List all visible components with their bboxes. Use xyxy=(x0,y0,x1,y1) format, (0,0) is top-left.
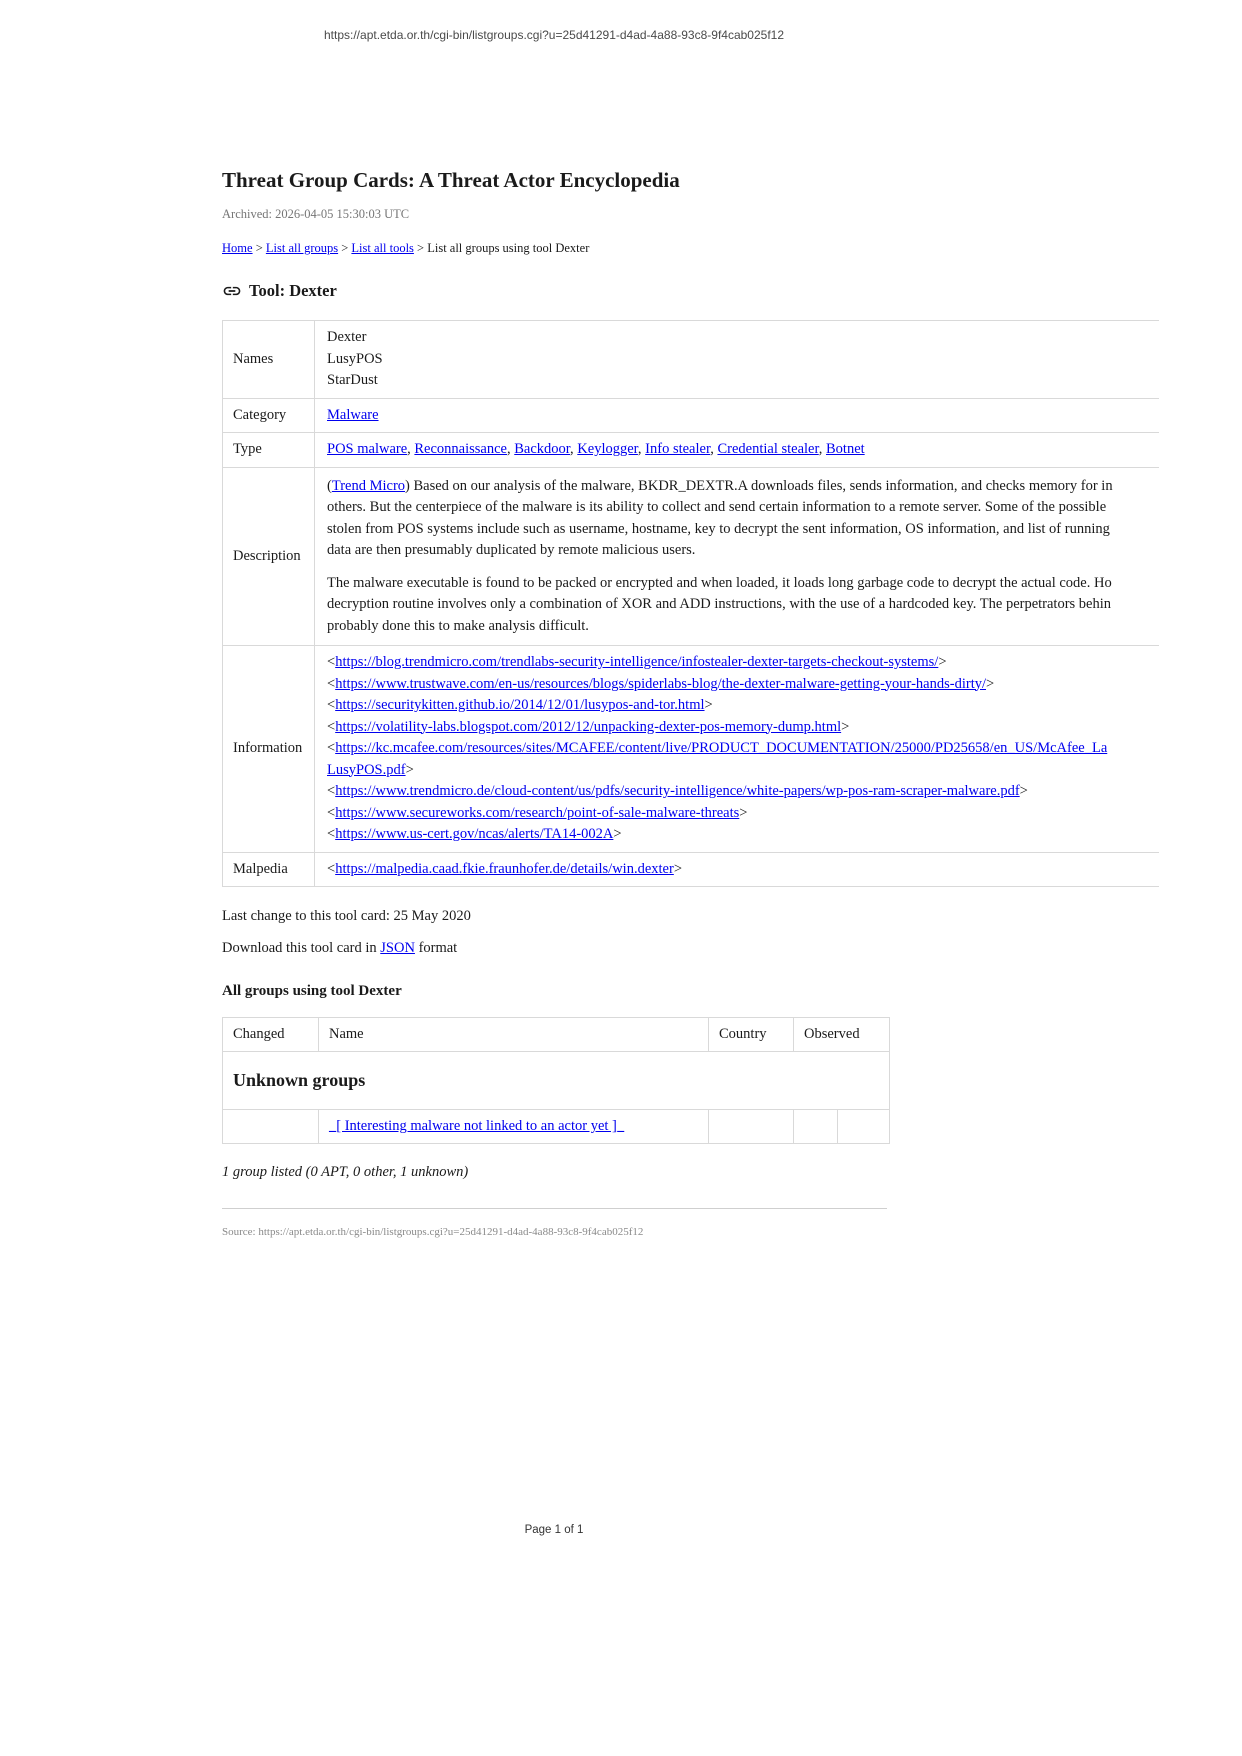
groups-header-row xyxy=(223,1018,890,1052)
text-fragment: > xyxy=(739,804,748,821)
text-line xyxy=(327,370,1159,392)
type-link[interactable]: Credential stealer xyxy=(717,441,819,457)
archived-timestamp: Archived: 2026-04-05 15:30:03 UTC xyxy=(222,207,410,221)
text-fragment: < xyxy=(327,654,336,670)
group-changed-cell xyxy=(223,1110,319,1144)
malpedia-link[interactable]: https://malpedia.caad.fkie.fraunhofer.de/details/win.dexter xyxy=(335,860,674,877)
type-link[interactable]: Keylogger xyxy=(577,441,638,457)
text-fragment: StarDust xyxy=(327,372,378,388)
json-download-link[interactable]: JSON xyxy=(380,940,415,956)
table-row xyxy=(223,467,1159,646)
source-line: Source: https://apt.etda.or.th/cgi-bin/listgroups.cgi?u=25d41291-d4ad-4a88-93c8-9f4cab025f12 xyxy=(222,1226,644,1238)
breadcrumb-link[interactable]: List all tools xyxy=(351,241,414,255)
text-line xyxy=(327,824,1159,846)
text-line xyxy=(327,519,1159,541)
names-value xyxy=(315,321,1159,399)
page-title: Threat Group Cards: A Threat Actor Encyclopedia xyxy=(222,168,680,192)
page-number: Page 1 of 1 xyxy=(524,1524,584,1536)
information-label: Information xyxy=(223,646,315,853)
table-row xyxy=(223,398,1159,433)
list-separator: , xyxy=(710,441,718,457)
breadcrumb-link[interactable]: Home xyxy=(222,241,253,255)
description-value xyxy=(315,467,1159,646)
group-name-link[interactable]: _[ Interesting malware not linked to an actor yet ]_ xyxy=(329,1118,625,1134)
information-link[interactable]: LusyPOS.pdf xyxy=(327,761,406,778)
information-link[interactable]: https://blog.trendmicro.com/trendlabs-security-intelligence/infostealer-dexter-targets-checkout-systems/ xyxy=(335,654,939,670)
text-line xyxy=(327,695,1159,717)
text-fragment: > xyxy=(938,654,947,670)
divider xyxy=(222,1208,887,1209)
text-fragment: < xyxy=(327,804,336,821)
text-fragment: > xyxy=(704,697,713,713)
text-fragment: < xyxy=(327,783,336,799)
text-line xyxy=(327,781,1159,803)
list-separator: , xyxy=(407,441,415,457)
text-line xyxy=(327,652,1159,674)
print-header-url: https://apt.etda.or.th/cgi-bin/listgroups.cgi?u=25d41291-d4ad-4a88-93c8-9f4cab025f12 xyxy=(324,28,784,42)
text-fragment: > xyxy=(841,718,850,735)
text-fragment: > xyxy=(613,826,622,842)
text-fragment: others. But the centerpiece of the malware is its ability to collect and send certain information to a remote server. Some of the possible xyxy=(327,499,1107,515)
text-fragment: decryption routine involves only a combination of XOR and ADD instructions, with the use of a hardcoded key. The perpetrators behin xyxy=(327,596,1112,612)
type-link[interactable]: Backdoor xyxy=(514,441,571,457)
group-name-cell xyxy=(319,1110,709,1144)
text-line xyxy=(327,594,1159,616)
text-fragment: ) Based on our analysis of the malware, BKDR_DEXTR.A downloads files, sends information, and checks memory for in xyxy=(405,477,1113,494)
text-fragment: The malware executable is found to be packed or encrypted and when loaded, it loads long garbage code to decrypt the actual code. Ho xyxy=(327,574,1112,591)
list-separator: , xyxy=(507,441,515,457)
breadcrumb-separator: > xyxy=(252,241,266,255)
breadcrumb xyxy=(222,241,1242,256)
column-header-name: Name xyxy=(319,1018,709,1052)
column-header-country: Country xyxy=(709,1018,794,1052)
text-fragment: < xyxy=(327,860,336,877)
type-label: Type xyxy=(223,433,315,468)
text-fragment: > xyxy=(986,675,995,692)
type-link[interactable]: Botnet xyxy=(826,441,865,457)
group-row xyxy=(223,1110,890,1144)
link-icon xyxy=(222,281,242,301)
groups-section-row xyxy=(223,1052,890,1110)
information-link[interactable]: https://www.secureworks.com/research/point-of-sale-malware-threats xyxy=(335,804,740,821)
malpedia-value xyxy=(315,852,1159,887)
information-link[interactable]: https://kc.mcafee.com/resources/sites/MCAFEE/content/live/PRODUCT_DOCUMENTATION/25000/PD25658/en_US/McAfee_La xyxy=(335,740,1108,756)
text-line xyxy=(327,738,1159,760)
breadcrumb-current: List all groups using tool Dexter xyxy=(427,241,590,255)
breadcrumb-separator: > xyxy=(338,241,352,255)
text-line xyxy=(327,573,1159,595)
source-reference-link[interactable]: Trend Micro xyxy=(331,477,406,494)
groups-summary: 1 group listed (0 APT, 0 other, 1 unknown) xyxy=(222,1164,469,1180)
type-link[interactable]: POS malware xyxy=(327,441,408,457)
text-line xyxy=(327,674,1159,696)
names-label: Names xyxy=(223,321,315,399)
list-separator: , xyxy=(570,441,578,457)
table-row xyxy=(223,433,1159,468)
tool-heading-label: Tool: Dexter xyxy=(249,281,337,300)
page-content xyxy=(222,168,1242,1238)
list-separator: , xyxy=(818,441,826,457)
tool-card-table xyxy=(222,320,1159,887)
group-observed-extra-cell xyxy=(838,1110,890,1144)
malpedia-label: Malpedia xyxy=(223,852,315,887)
text-line xyxy=(327,349,1159,371)
text-line xyxy=(327,803,1159,825)
text-line xyxy=(327,717,1159,739)
text-fragment: Dexter xyxy=(327,329,367,345)
text-fragment: > xyxy=(405,761,414,778)
list-separator: , xyxy=(637,441,646,457)
download-suffix: format xyxy=(414,940,458,956)
text-fragment: probably done this to make analysis difficult. xyxy=(327,617,589,634)
description-paragraph xyxy=(327,573,1159,638)
download-prefix: Download this tool card in xyxy=(222,940,381,956)
download-line xyxy=(222,940,1242,957)
groups-heading: All groups using tool Dexter xyxy=(222,983,402,999)
text-fragment: < xyxy=(327,675,336,692)
description-paragraph xyxy=(327,476,1159,562)
category-link[interactable]: Malware xyxy=(327,406,379,423)
information-value xyxy=(315,646,1159,853)
group-country-cell xyxy=(709,1110,794,1144)
information-link[interactable]: https://volatility-labs.blogspot.com/2012/12/unpacking-dexter-pos-memory-dump.html xyxy=(335,718,842,735)
text-fragment: < xyxy=(327,718,336,735)
group-observed-cell xyxy=(794,1110,838,1144)
information-link[interactable]: https://www.trustwave.com/en-us/resources/blogs/spiderlabs-blog/the-dexter-malware-getting-your-hands-dirty/ xyxy=(335,675,986,692)
category-label: Category xyxy=(223,398,315,433)
category-value xyxy=(315,398,1159,433)
text-line xyxy=(327,476,1159,498)
type-link[interactable]: Reconnaissance xyxy=(414,441,507,457)
groups-section-title: Unknown groups xyxy=(223,1052,890,1110)
text-fragment: > xyxy=(673,860,682,877)
text-fragment: > xyxy=(1019,783,1028,799)
text-line xyxy=(327,760,1159,782)
information-link[interactable]: https://securitykitten.github.io/2014/12/01/lusypos-and-tor.html xyxy=(335,697,705,713)
column-header-changed: Changed xyxy=(223,1018,319,1052)
information-link[interactable]: https://www.us-cert.gov/ncas/alerts/TA14-002A xyxy=(335,826,614,842)
column-header-observed: Observed xyxy=(794,1018,890,1052)
type-value xyxy=(315,433,1159,468)
text-fragment: data are then presumably duplicated by remote malicious users. xyxy=(327,542,696,558)
text-fragment: ( xyxy=(327,477,332,494)
text-line xyxy=(327,616,1159,638)
tool-heading xyxy=(222,281,1242,301)
table-row xyxy=(223,321,1159,399)
breadcrumb-separator: > xyxy=(413,241,428,255)
table-row xyxy=(223,646,1159,853)
text-fragment: < xyxy=(327,826,336,842)
text-line xyxy=(327,540,1159,562)
description-label: Description xyxy=(223,467,315,646)
text-fragment: < xyxy=(327,697,336,713)
text-line xyxy=(327,859,1159,881)
text-line xyxy=(327,327,1159,349)
text-fragment: stolen from POS systems include such as username, hostname, key to decrypt the sent information, OS information, and list of running xyxy=(327,520,1110,537)
groups-table xyxy=(222,1017,890,1144)
table-row xyxy=(223,852,1159,887)
information-link[interactable]: https://www.trendmicro.de/cloud-content/us/pdfs/security-intelligence/white-papers/wp-pos-ram-scraper-malware.pdf xyxy=(335,783,1020,799)
text-fragment: LusyPOS xyxy=(327,350,383,367)
text-line xyxy=(327,497,1159,519)
type-link[interactable]: Info stealer xyxy=(645,441,711,457)
last-change-text: Last change to this tool card: 25 May 2020 xyxy=(222,908,471,924)
text-fragment: < xyxy=(327,740,336,756)
breadcrumb-link[interactable]: List all groups xyxy=(265,241,339,255)
